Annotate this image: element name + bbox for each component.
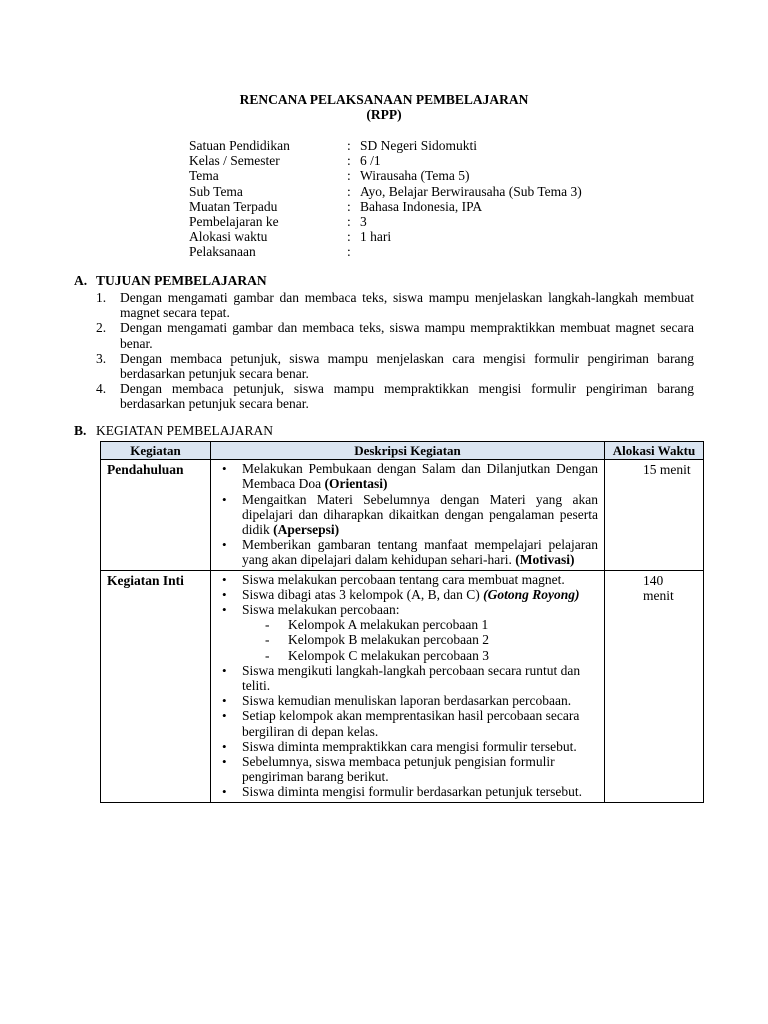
document-subtitle: (RPP) [366,107,402,122]
section-a-heading [74,273,267,289]
section-letter: B. [74,423,87,438]
item-tag: (Apersepsi) [273,522,340,538]
section-letter: A. [74,273,88,288]
info-value: 6 /1 [360,153,381,169]
info-row-subtema [189,184,582,199]
info-row-alokasi [189,229,582,244]
info-value: Bahasa Indonesia, IPA [360,198,483,214]
item-text: Siswa dibagi atas 3 kelompok (A, B, dan C) [242,586,480,602]
info-colon: : [347,198,351,214]
section-b-heading [74,423,273,439]
info-row-pelaksanaan [189,244,582,259]
goal-item [96,290,694,320]
info-row-pembelajaran [189,214,582,229]
goal-text: Dengan mengamati gambar dan membaca teks, siswa mampu menjelaskan langkah-langkah membuat magnet secara tepat. [120,290,694,321]
goal-number: 2. [96,320,107,336]
identity-block [189,138,582,260]
list-item [219,587,598,602]
goal-text: Dengan membaca petunjuk, siswa mampu menjelaskan cara mengisi formulir pengiriman barang berdasarkan petunjuk secara benar. [120,350,694,382]
item-text: Siswa melakukan percobaan: [242,602,400,618]
info-value: SD Negeri Sidomukti [360,138,477,153]
item-text: Memberikan gambaran tentang manfaat mempelajari pelajaran yang akan dipelajari dalam kehidupan sehari-hari. [242,537,598,568]
info-colon: : [347,183,351,199]
activity-name: Pendahuluan [101,460,211,570]
item-text: Mengaitkan Materi Sebelumnya dengan Materi yang akan dipelajari dan diharapkan dikaitkan dengan pengalaman peserta didik [242,491,598,538]
list-item: • Sebelumnya, siswa membaca petunjuk pengisian formulir pengiriman barang berikut. [219,754,598,784]
dash: - [265,632,270,648]
goal-number: 1. [96,290,107,305]
info-label: Tema [189,168,219,184]
activity-description [211,570,605,802]
item-tag: (Motivasi) [515,552,575,568]
info-label: Pembelajaran ke [189,214,279,230]
list-item: • Siswa kemudian menuliskan laporan berdasarkan percobaan. [219,693,598,708]
info-label: Muatan Terpadu [189,198,278,214]
table-row [101,460,704,570]
info-label: Satuan Pendidikan [189,138,290,153]
header-alokasi: Alokasi Waktu [605,442,704,460]
document-title: RENCANA PELAKSANAAN PEMBELAJARAN [239,92,529,107]
item-tag: (Orientasi) [324,476,388,492]
list-item [219,461,598,491]
activity-description [211,460,605,570]
list-item: • Siswa mengikuti langkah-langkah percobaan secara runtut dan teliti. [219,663,598,693]
info-label: Kelas / Semester [189,153,280,169]
list-item [219,492,598,538]
dash: - [265,617,270,633]
sub-list-item [242,648,598,663]
sub-list-item [242,617,598,632]
table-header-row [101,442,704,460]
item-text: Melakukan Pembukaan dengan Salam dan Dilanjutkan Dengan Membaca Doa [242,461,598,492]
sub-text: Kelompok B melakukan percobaan 2 [288,632,489,648]
info-colon: : [347,153,351,169]
info-value: Wirausaha (Tema 5) [360,168,470,184]
info-colon: : [347,214,351,230]
activities-table [100,441,704,803]
list-item: • Siswa diminta mempraktikkan cara mengisi formulir tersebut. [219,739,598,754]
info-row-satuan [189,138,582,153]
info-colon: : [347,229,351,245]
info-label: Pelaksanaan [189,244,256,260]
table-row [101,570,704,802]
sub-list [242,617,598,663]
info-label: Sub Tema [189,183,243,199]
list-item: • Siswa melakukan percobaan tentang cara membuat magnet. [219,572,598,587]
item-tag: (Gotong Royong) [483,586,580,602]
goal-text: Dengan mengamati gambar dan membaca teks, siswa mampu mempraktikkan membuat magnet secara benar. [120,320,694,351]
info-colon: : [347,244,351,260]
activity-time: 15 menit [605,460,704,570]
header-kegiatan: Kegiatan [101,442,211,460]
activity-time: 140 menit [605,570,704,802]
list-item: • Siswa diminta mengisi formulir berdasarkan petunjuk tersebut. [219,784,598,799]
section-title: TUJUAN PEMBELAJARAN [96,273,267,288]
info-colon: : [347,168,351,184]
sub-text: Kelompok A melakukan percobaan 1 [288,617,489,633]
info-value: 1 hari [360,229,392,245]
sub-text: Kelompok C melakukan percobaan 3 [288,647,489,663]
dash: - [265,647,270,663]
goal-item [96,381,694,411]
goal-item [96,351,694,381]
goal-text: Dengan membaca petunjuk, siswa mampu mempraktikkan mengisi formulir pengiriman barang berdasarkan petunjuk secara benar. [120,381,694,412]
list-item: • Setiap kelompok akan memprentasikan hasil percobaan secara bergiliran di depan kelas. [219,708,598,738]
info-row-kelas [189,153,582,168]
sub-list-item [242,632,598,647]
info-colon: : [347,138,351,153]
info-value: 3 [360,214,367,230]
info-row-muatan [189,199,582,214]
goal-number: 3. [96,350,107,366]
activity-name: Kegiatan Inti [101,570,211,802]
section-title: KEGIATAN PEMBELAJARAN [96,423,274,438]
info-label: Alokasi waktu [189,229,268,245]
info-row-tema [189,168,582,183]
info-value: Ayo, Belajar Berwirausaha (Sub Tema 3) [360,183,582,199]
list-item [219,537,598,567]
goal-number: 4. [96,381,107,397]
goal-item [96,320,694,350]
list-item [219,602,598,663]
learning-goals-list [96,290,694,412]
header-deskripsi: Deskripsi Kegiatan [211,442,605,460]
